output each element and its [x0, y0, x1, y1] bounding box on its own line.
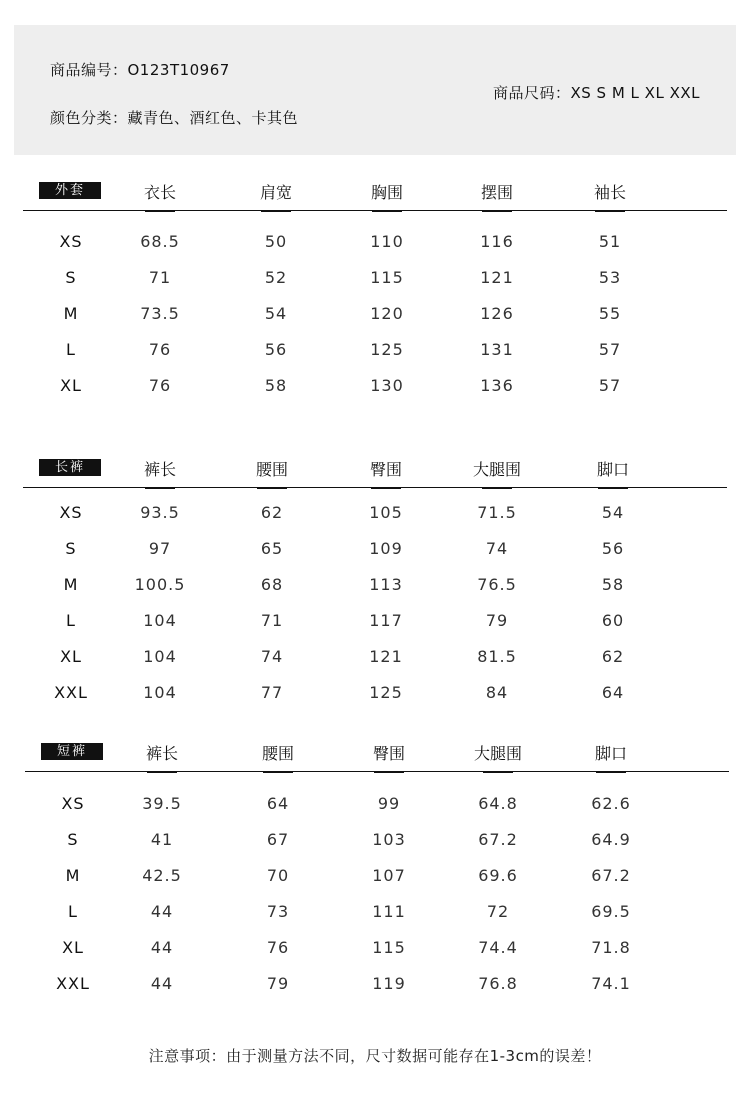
column-header: 袖长	[555, 180, 665, 212]
measurement-cell: 67.2	[591, 866, 631, 885]
size-label: M	[63, 575, 79, 594]
measurement-cell: 44	[150, 974, 174, 993]
measurement-cell: 76.8	[478, 974, 518, 993]
measurement-cell: 111	[372, 902, 406, 921]
size-label: XL	[62, 938, 84, 957]
column-header: 脚口	[558, 457, 668, 489]
measurement-cell: 104	[143, 683, 177, 702]
column-header: 腰围	[223, 741, 333, 773]
size-label: L	[68, 902, 78, 921]
measurement-cell: 71	[260, 611, 284, 630]
measurement-cell: 113	[369, 575, 403, 594]
measurement-cell: 109	[369, 539, 403, 558]
measurement-cell: 56	[601, 539, 625, 558]
measurement-cell: 115	[372, 938, 406, 957]
measurement-cell: 115	[370, 268, 404, 287]
measurement-cell: 107	[372, 866, 406, 885]
size-label: XL	[60, 376, 82, 395]
size-label: XS	[59, 232, 83, 251]
measurement-cell: 71	[148, 268, 172, 287]
measurement-cell: 131	[480, 340, 514, 359]
measurement-cell: 136	[480, 376, 514, 395]
measurement-cell: 60	[601, 611, 625, 630]
measurement-cell: 104	[143, 611, 177, 630]
size-label: XXL	[54, 683, 88, 702]
measurement-cell: 116	[480, 232, 514, 251]
measurement-cell: 125	[370, 340, 404, 359]
measurement-cell: 76.5	[477, 575, 517, 594]
measurement-cell: 104	[143, 647, 177, 666]
measurement-cell: 100.5	[134, 575, 186, 594]
color-options: 颜色分类：藏青色、酒红色、卡其色	[50, 109, 299, 127]
measurement-cell: 57	[598, 376, 622, 395]
column-header: 臀围	[331, 457, 441, 489]
measurement-cell: 67	[266, 830, 290, 849]
measurement-cell: 74	[485, 539, 509, 558]
measurement-cell: 103	[372, 830, 406, 849]
measurement-cell: 62	[601, 647, 625, 666]
size-label: S	[67, 830, 79, 849]
measurement-cell: 58	[601, 575, 625, 594]
size-label: XL	[60, 647, 82, 666]
measurement-cell: 69.5	[591, 902, 631, 921]
measurement-cell: 68	[260, 575, 284, 594]
measurement-cell: 79	[485, 611, 509, 630]
measurement-cell: 93.5	[140, 503, 180, 522]
size-label: XXL	[56, 974, 90, 993]
measurement-note: 注意事项：由于测量方法不同，尺寸数据可能存在1-3cm的误差！	[148, 1047, 602, 1065]
measurement-cell: 121	[480, 268, 514, 287]
size-label: S	[65, 268, 77, 287]
header-divider	[23, 487, 727, 488]
measurement-cell: 121	[369, 647, 403, 666]
measurement-cell: 76	[266, 938, 290, 957]
column-header: 脚口	[556, 741, 666, 773]
measurement-cell: 74.1	[591, 974, 631, 993]
section-label: 短裤	[41, 743, 103, 760]
header-divider	[23, 210, 727, 211]
measurement-cell: 64	[601, 683, 625, 702]
measurement-cell: 62	[260, 503, 284, 522]
column-header: 大腿围	[442, 457, 552, 489]
product-info-panel	[14, 25, 736, 155]
column-header: 臀围	[334, 741, 444, 773]
measurement-cell: 79	[266, 974, 290, 993]
measurement-cell: 97	[148, 539, 172, 558]
product-code: 商品编号：O123T10967	[50, 61, 230, 79]
column-header: 胸围	[332, 180, 442, 212]
column-header: 腰围	[217, 457, 327, 489]
measurement-cell: 54	[601, 503, 625, 522]
measurement-cell: 110	[370, 232, 404, 251]
measurement-cell: 70	[266, 866, 290, 885]
measurement-cell: 52	[264, 268, 288, 287]
measurement-cell: 64.9	[591, 830, 631, 849]
measurement-cell: 62.6	[591, 794, 631, 813]
size-label: XS	[61, 794, 85, 813]
column-header: 大腿围	[443, 741, 553, 773]
measurement-cell: 130	[370, 376, 404, 395]
measurement-cell: 77	[260, 683, 284, 702]
size-label: XS	[59, 503, 83, 522]
measurement-cell: 58	[264, 376, 288, 395]
measurement-cell: 105	[369, 503, 403, 522]
measurement-cell: 119	[372, 974, 406, 993]
measurement-cell: 54	[264, 304, 288, 323]
measurement-cell: 56	[264, 340, 288, 359]
measurement-cell: 51	[598, 232, 622, 251]
measurement-cell: 71.5	[477, 503, 517, 522]
section-label: 外套	[39, 182, 101, 199]
measurement-cell: 41	[150, 830, 174, 849]
measurement-cell: 44	[150, 938, 174, 957]
measurement-cell: 71.8	[591, 938, 631, 957]
measurement-cell: 64.8	[478, 794, 518, 813]
column-header: 肩宽	[221, 180, 331, 212]
measurement-cell: 57	[598, 340, 622, 359]
measurement-cell: 67.2	[478, 830, 518, 849]
size-options: 商品尺码：XS S M L XL XXL	[492, 84, 700, 102]
measurement-cell: 76	[148, 340, 172, 359]
size-label: L	[66, 340, 76, 359]
measurement-cell: 64	[266, 794, 290, 813]
measurement-cell: 81.5	[477, 647, 517, 666]
size-label: S	[65, 539, 77, 558]
measurement-cell: 84	[485, 683, 509, 702]
measurement-cell: 74.4	[478, 938, 518, 957]
measurement-cell: 68.5	[140, 232, 180, 251]
measurement-cell: 73	[266, 902, 290, 921]
measurement-cell: 126	[480, 304, 514, 323]
measurement-cell: 53	[598, 268, 622, 287]
measurement-cell: 74	[260, 647, 284, 666]
measurement-cell: 42.5	[142, 866, 182, 885]
header-divider	[25, 771, 729, 772]
section-label: 长裤	[39, 459, 101, 476]
measurement-cell: 50	[264, 232, 288, 251]
measurement-cell: 72	[486, 902, 510, 921]
measurement-cell: 44	[150, 902, 174, 921]
measurement-cell: 117	[369, 611, 403, 630]
measurement-cell: 39.5	[142, 794, 182, 813]
measurement-cell: 99	[377, 794, 401, 813]
column-header: 裤长	[105, 457, 215, 489]
column-header: 衣长	[105, 180, 215, 212]
measurement-cell: 65	[260, 539, 284, 558]
measurement-cell: 120	[370, 304, 404, 323]
measurement-cell: 55	[598, 304, 622, 323]
column-header: 摆围	[442, 180, 552, 212]
size-label: M	[65, 866, 81, 885]
measurement-cell: 76	[148, 376, 172, 395]
column-header: 裤长	[107, 741, 217, 773]
measurement-cell: 69.6	[478, 866, 518, 885]
size-label: M	[63, 304, 79, 323]
size-label: L	[66, 611, 76, 630]
measurement-cell: 73.5	[140, 304, 180, 323]
measurement-cell: 125	[369, 683, 403, 702]
